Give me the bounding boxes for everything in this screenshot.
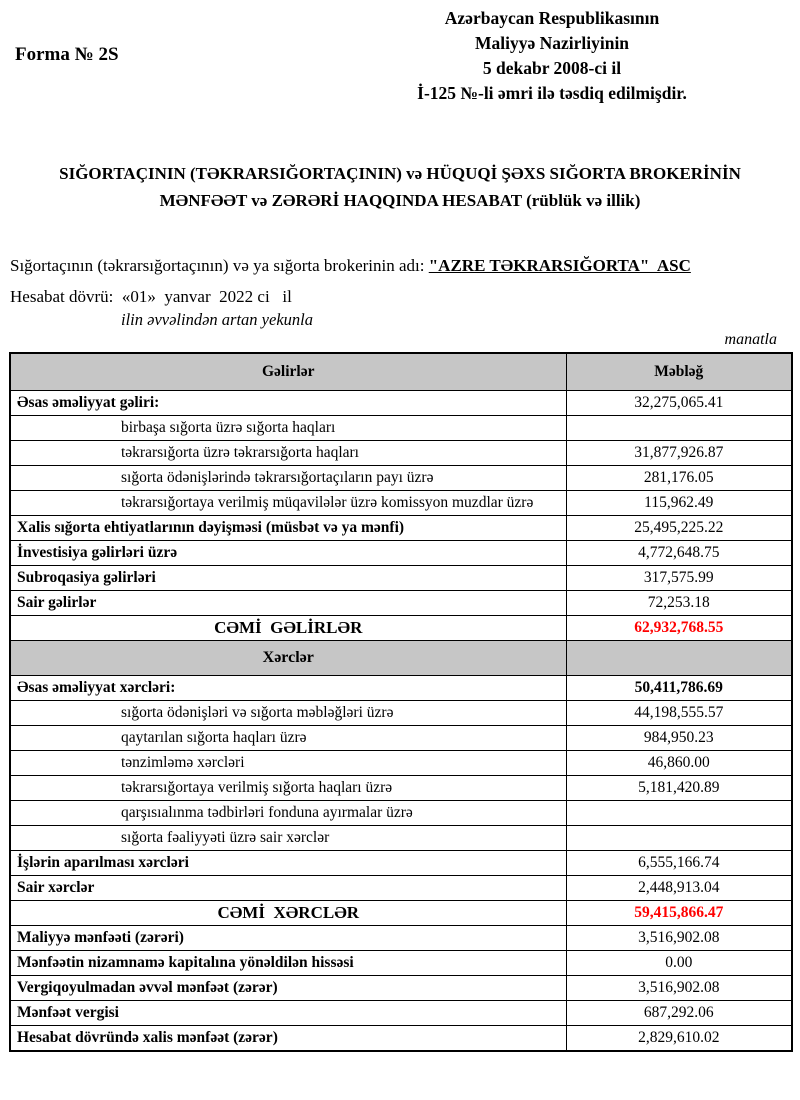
- row-value: 25,495,225.22: [566, 516, 792, 541]
- row-value: 2,448,913.04: [566, 876, 792, 901]
- row-label: Subroqasiya gəlirləri: [10, 566, 566, 591]
- row-value: 687,292.06: [566, 1001, 792, 1026]
- currency-note: manatla: [724, 331, 777, 349]
- row-label: qaytarılan sığorta haqları üzrə: [10, 726, 566, 751]
- row-value: [566, 641, 792, 676]
- row-label: sığorta fəaliyyəti üzrə sair xərclər: [10, 826, 566, 851]
- table-header-row: [10, 353, 792, 391]
- row-label: Vergiqoyulmadan əvvəl mənfəət (zərər): [10, 976, 566, 1001]
- table-row: [10, 491, 792, 516]
- table-row: [10, 1001, 792, 1026]
- form-number: Forma № 2S: [15, 44, 119, 65]
- insurer-name-value: "AZRE TƏKRARSIĞORTA" ASC: [428, 256, 691, 276]
- row-value: [566, 826, 792, 851]
- row-value: 115,962.49: [566, 491, 792, 516]
- row-value: [566, 416, 792, 441]
- table-row: [10, 751, 792, 776]
- row-value: 50,411,786.69: [566, 676, 792, 701]
- table-row: [10, 516, 792, 541]
- row-value: 31,877,926.87: [566, 441, 792, 466]
- row-value: 281,176.05: [566, 466, 792, 491]
- table-row: [10, 541, 792, 566]
- table-row: [10, 676, 792, 701]
- table-row: [10, 391, 792, 416]
- insurer-name-line: [9, 256, 791, 276]
- report-table-body: [10, 391, 792, 1052]
- row-label: Mənfəətin nizamnamə kapitalına yönəldilən hissəsi: [10, 951, 566, 976]
- table-row: [10, 826, 792, 851]
- report-title-line-2: MƏNFƏƏT və ZƏRƏRİ HAQQINDA HESABAT (rüblük və illik): [159, 190, 641, 210]
- report-period-label: Hesabat dövrü:: [10, 287, 114, 307]
- document-header: [9, 4, 791, 105]
- report-title-line-1: SIĞORTAÇININ (TƏKRARSIĞORTAÇININ) və HÜQUQİ ŞƏXS SIĞORTA BROKERİNİN: [59, 164, 741, 184]
- table-row: [10, 591, 792, 616]
- row-label: İnvestisiya gəlirləri üzrə: [10, 541, 566, 566]
- table-row: [10, 726, 792, 751]
- table-row: [10, 616, 792, 641]
- row-label: Sair xərclər: [10, 876, 566, 901]
- row-label: qarşısıalınma tədbirləri fonduna ayırmalar üzrə: [10, 801, 566, 826]
- row-value: 32,275,065.41: [566, 391, 792, 416]
- column-header-incomes: Gəlirlər: [10, 353, 566, 391]
- row-label: Əsas əməliyyat gəliri:: [10, 391, 566, 416]
- row-label: Xalis sığorta ehtiyatlarının dəyişməsi (müsbət və ya mənfi): [10, 516, 566, 541]
- insurer-name-label: Sığortaçının (təkrarsığortaçının) və ya sığorta brokerinin adı:: [10, 256, 425, 276]
- approval-line-2: Maliyyə Nazirliyinin: [474, 32, 630, 53]
- row-value: 3,516,902.08: [566, 926, 792, 951]
- row-value: 59,415,866.47: [566, 901, 792, 926]
- table-row: [10, 926, 792, 951]
- row-value: 2,829,610.02: [566, 1026, 792, 1052]
- table-row: [10, 441, 792, 466]
- report-period-line: [9, 287, 791, 307]
- row-label: təkrarsığortaya verilmiş müqavilələr üzrə komissyon muzdlar üzrə: [10, 491, 566, 516]
- table-row: [10, 976, 792, 1001]
- row-label: Xərclər: [10, 641, 566, 676]
- table-row: [10, 566, 792, 591]
- table-row: [10, 1026, 792, 1052]
- row-value: 317,575.99: [566, 566, 792, 591]
- row-label: Mənfəət vergisi: [10, 1001, 566, 1026]
- row-value: 0.00: [566, 951, 792, 976]
- table-row: [10, 901, 792, 926]
- approval-line-4: İ-125 №-li əmri ilə təsdiq edilmişdir.: [417, 82, 687, 103]
- report-table: [9, 352, 793, 1052]
- row-value: 46,860.00: [566, 751, 792, 776]
- row-value: 72,253.18: [566, 591, 792, 616]
- row-value: 4,772,648.75: [566, 541, 792, 566]
- row-label: CƏMİ GƏLİRLƏR: [10, 616, 566, 641]
- table-row: [10, 776, 792, 801]
- row-label: İşlərin aparılması xərcləri: [10, 851, 566, 876]
- row-label: təkrarsığortaya verilmiş sığorta haqları üzrə: [10, 776, 566, 801]
- column-header-amount: Məbləğ: [566, 353, 792, 391]
- section-header-row: [10, 641, 792, 676]
- table-row: [10, 801, 792, 826]
- row-label: birbaşa sığorta üzrə sığorta haqları: [10, 416, 566, 441]
- row-label: təkrarsığorta üzrə təkrarsığorta haqları: [10, 441, 566, 466]
- approval-line-1: Azərbaycan Respublikasının: [444, 8, 660, 28]
- table-row: [10, 851, 792, 876]
- report-period-value: «01» yanvar 2022 ci il: [113, 287, 292, 307]
- row-label: Maliyyə mənfəəti (zərəri): [10, 926, 566, 951]
- row-label: Hesabat dövründə xalis mənfəət (zərər): [10, 1026, 566, 1052]
- table-row: [10, 701, 792, 726]
- cumulative-note: ilin əvvəlindən artan yekunla: [121, 310, 313, 330]
- row-value: 5,181,420.89: [566, 776, 792, 801]
- report-title: [9, 161, 791, 214]
- row-value: 44,198,555.57: [566, 701, 792, 726]
- table-row: [10, 951, 792, 976]
- row-label: Sair gəlirlər: [10, 591, 566, 616]
- row-value: 6,555,166.74: [566, 851, 792, 876]
- row-value: 984,950.23: [566, 726, 792, 751]
- row-value: 3,516,902.08: [566, 976, 792, 1001]
- row-label: sığorta ödənişlərində təkrarsığortaçıların payı üzrə: [10, 466, 566, 491]
- row-value: 62,932,768.55: [566, 616, 792, 641]
- approval-line-3: 5 dekabr 2008-ci il: [482, 57, 622, 78]
- table-row: [10, 876, 792, 901]
- table-row: [10, 466, 792, 491]
- table-row: [10, 416, 792, 441]
- row-value: [566, 801, 792, 826]
- row-label: Əsas əməliyyat xərcləri:: [10, 676, 566, 701]
- row-label: CƏMİ XƏRCLƏR: [10, 901, 566, 926]
- row-label: sığorta ödənişləri və sığorta məbləğləri üzrə: [10, 701, 566, 726]
- approval-block: [317, 4, 787, 105]
- row-label: tənzimləmə xərcləri: [10, 751, 566, 776]
